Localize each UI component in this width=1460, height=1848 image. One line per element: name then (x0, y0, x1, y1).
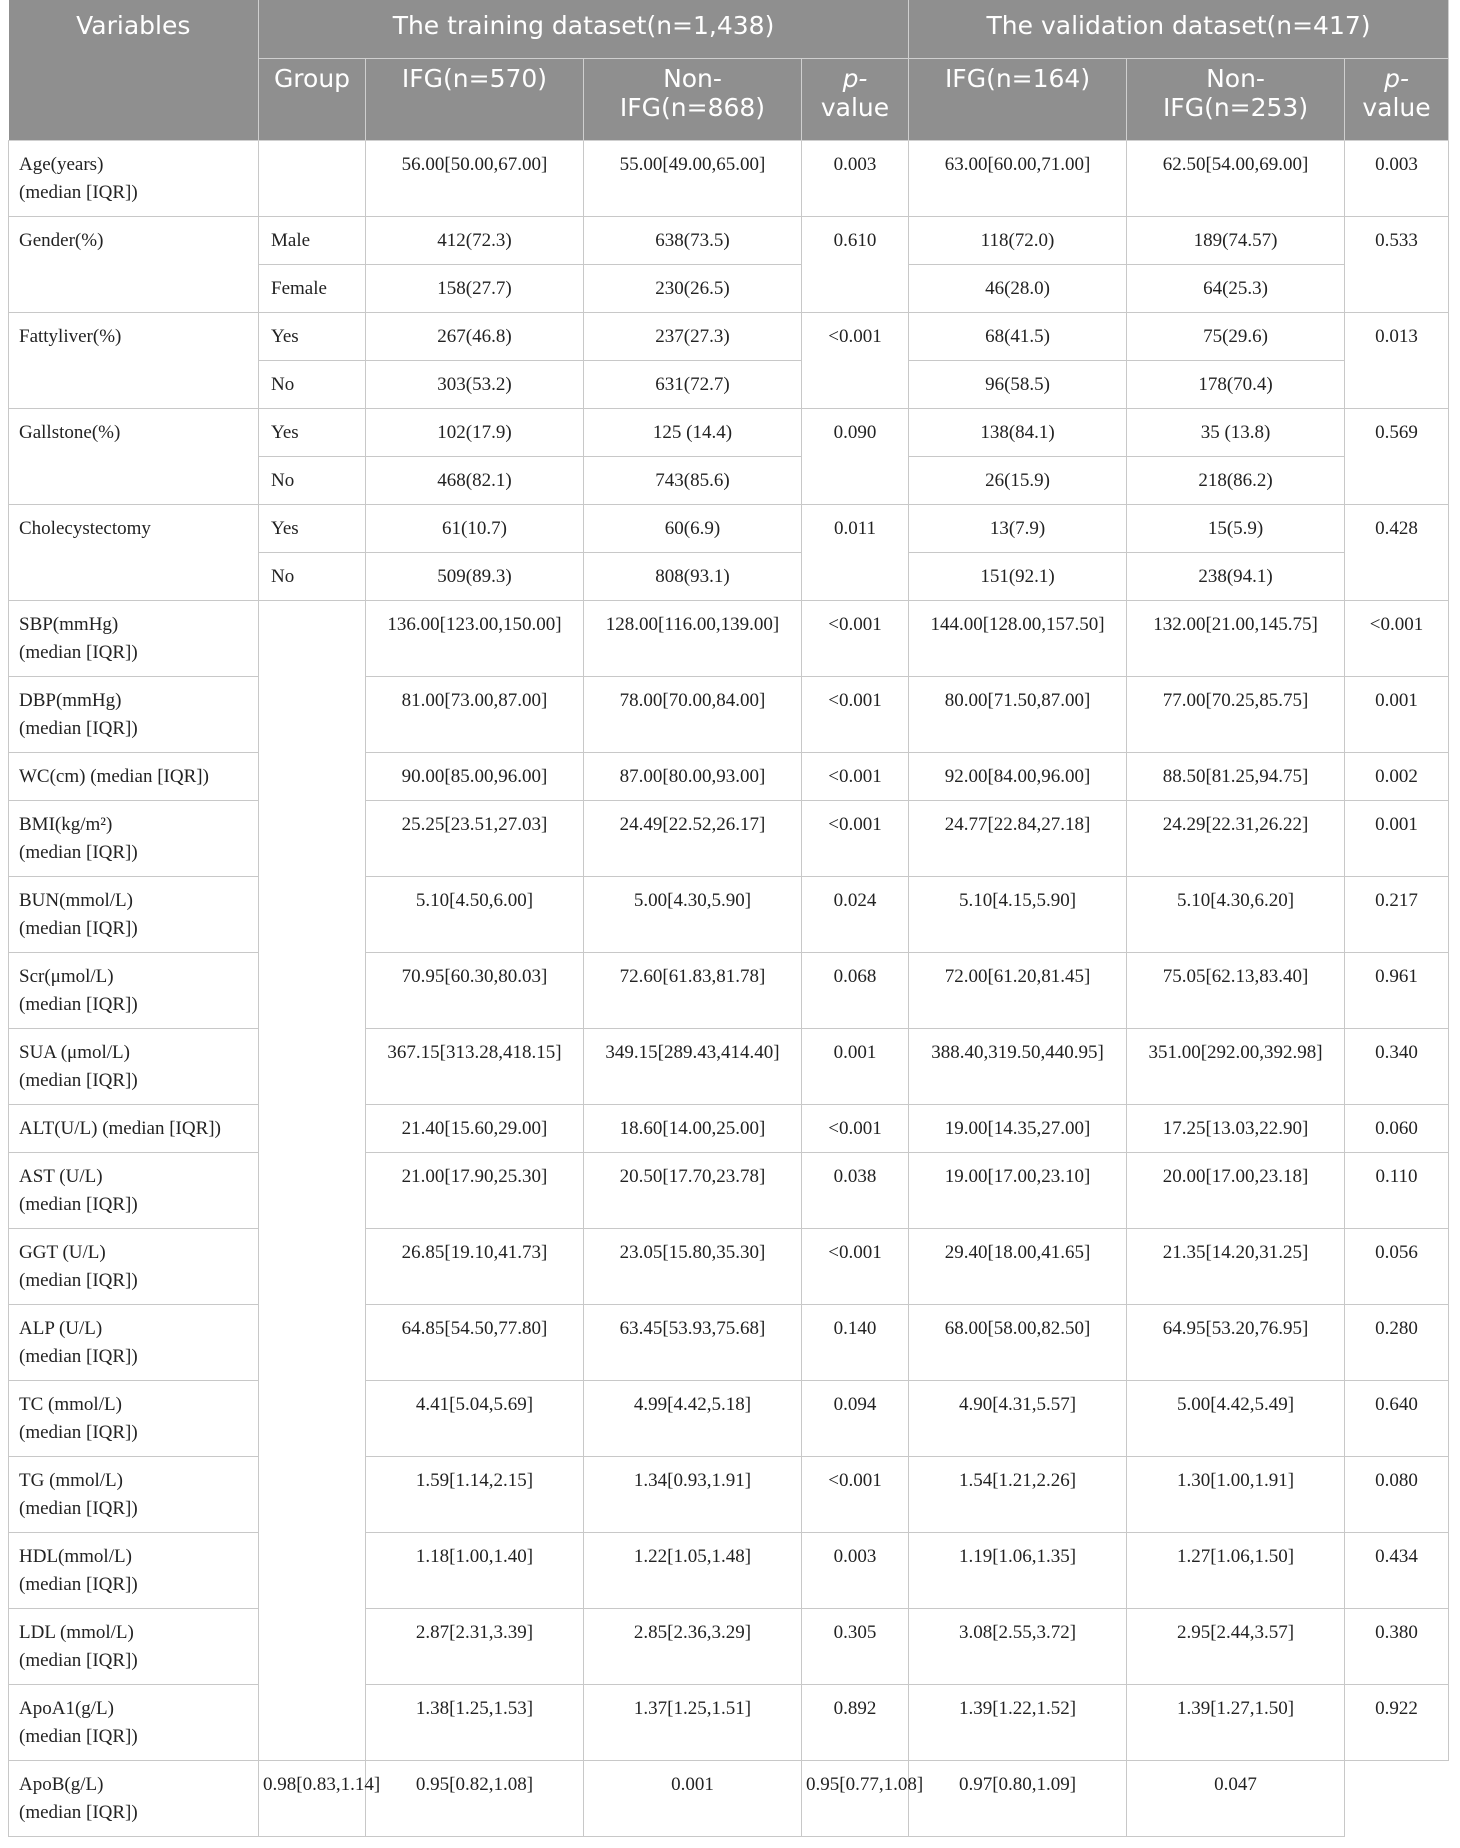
val-nonifg-cell: 238(94.1) (1127, 552, 1345, 600)
train-ifg-cell: 26.85[19.10,41.73] (366, 1228, 584, 1304)
train-pvalue-cell: <0.001 (802, 800, 909, 876)
val-ifg-cell: 151(92.1) (909, 552, 1127, 600)
val-nonifg-cell: 88.50[81.25,94.75] (1127, 752, 1345, 800)
train-pvalue-cell: 0.090 (802, 408, 909, 504)
row-label: TG (mmol/L) (median [IQR]) (9, 1456, 259, 1532)
val-nonifg-cell: 132.00[21.00,145.75] (1127, 600, 1345, 676)
header-val-ifg: IFG(n=164) (909, 58, 1127, 140)
train-nonifg-cell: 349.15[289.43,414.40] (584, 1028, 802, 1104)
val-nonifg-cell: 20.00[17.00,23.18] (1127, 1152, 1345, 1228)
row-label (9, 360, 259, 408)
table-row-hdl (9, 1532, 1449, 1608)
row-label: SBP(mmHg) (median [IQR]) (9, 600, 259, 676)
train-ifg-cell: 0.98[0.83,1.14] (259, 1760, 366, 1836)
val-nonifg-cell: 21.35[14.20,31.25] (1127, 1228, 1345, 1304)
row-label: ALT(U/L) (median [IQR]) (9, 1104, 259, 1152)
train-ifg-cell: 267(46.8) (366, 312, 584, 360)
train-ifg-cell: 1.38[1.25,1.53] (366, 1684, 584, 1760)
train-nonifg-cell: 237(27.3) (584, 312, 802, 360)
table-row-bmi (9, 800, 1449, 876)
val-pvalue-cell: 0.001 (1345, 676, 1449, 752)
row-label: GGT (U/L) (median [IQR]) (9, 1228, 259, 1304)
table-row-cholecystectomy-yes (9, 504, 1449, 552)
val-pvalue-cell: 0.569 (1345, 408, 1449, 504)
table-row-dbp (9, 676, 1449, 752)
table-row-alp (9, 1304, 1449, 1380)
train-ifg-cell: 25.25[23.51,27.03] (366, 800, 584, 876)
val-ifg-cell: 3.08[2.55,3.72] (909, 1608, 1127, 1684)
train-pvalue-cell: <0.001 (802, 312, 909, 408)
train-ifg-cell: 158(27.7) (366, 264, 584, 312)
train-pvalue-cell: <0.001 (802, 1104, 909, 1152)
train-nonifg-cell: 60(6.9) (584, 504, 802, 552)
baseline-characteristics-table (8, 0, 1449, 1837)
train-nonifg-cell: 0.95[0.82,1.08] (366, 1760, 584, 1836)
train-pvalue-cell: 0.094 (802, 1380, 909, 1456)
val-pvalue-cell: 0.056 (1345, 1228, 1449, 1304)
train-nonifg-cell: 1.34[0.93,1.91] (584, 1456, 802, 1532)
group-cell: Female (259, 264, 366, 312)
val-nonifg-cell: 77.00[70.25,85.75] (1127, 676, 1345, 752)
val-nonifg-cell: 1.27[1.06,1.50] (1127, 1532, 1345, 1608)
train-pvalue-cell: 0.001 (584, 1760, 802, 1836)
val-nonifg-cell: 64.95[53.20,76.95] (1127, 1304, 1345, 1380)
train-pvalue-cell: <0.001 (802, 676, 909, 752)
train-nonifg-cell: 128.00[116.00,139.00] (584, 600, 802, 676)
val-ifg-cell: 19.00[14.35,27.00] (909, 1104, 1127, 1152)
table-row-gallstone-yes (9, 408, 1449, 456)
train-pvalue-cell: 0.068 (802, 952, 909, 1028)
row-label: Scr(μmol/L) (median [IQR]) (9, 952, 259, 1028)
val-ifg-cell: 92.00[84.00,96.00] (909, 752, 1127, 800)
table-row-cholecystectomy-no (9, 552, 1449, 600)
val-nonifg-cell: 1.39[1.27,1.50] (1127, 1684, 1345, 1760)
train-ifg-cell: 21.40[15.60,29.00] (366, 1104, 584, 1152)
train-nonifg-cell: 2.85[2.36,3.29] (584, 1608, 802, 1684)
train-ifg-cell: 56.00[50.00,67.00] (366, 140, 584, 216)
train-nonifg-cell: 72.60[61.83,81.78] (584, 952, 802, 1028)
train-pvalue-cell: 0.024 (802, 876, 909, 952)
val-nonifg-cell: 5.00[4.42,5.49] (1127, 1380, 1345, 1456)
train-nonifg-cell: 87.00[80.00,93.00] (584, 752, 802, 800)
row-label: AST (U/L) (median [IQR]) (9, 1152, 259, 1228)
train-pvalue-cell: <0.001 (802, 600, 909, 676)
val-pvalue-cell: 0.110 (1345, 1152, 1449, 1228)
val-pvalue-cell: 0.047 (1127, 1760, 1345, 1836)
row-label: ALP (U/L) (median [IQR]) (9, 1304, 259, 1380)
train-pvalue-cell: 0.001 (802, 1028, 909, 1104)
group-cell: No (259, 456, 366, 504)
header-validation-dataset: The validation dataset(n=417) (909, 0, 1449, 58)
row-label: Fattyliver(%) (9, 312, 259, 360)
val-nonifg-cell: 1.30[1.00,1.91] (1127, 1456, 1345, 1532)
group-cell (259, 140, 366, 216)
train-nonifg-cell: 55.00[49.00,65.00] (584, 140, 802, 216)
val-nonifg-cell: 24.29[22.31,26.22] (1127, 800, 1345, 876)
train-pvalue-cell: 0.610 (802, 216, 909, 312)
header-val-nonifg: Non- IFG(n=253) (1127, 58, 1345, 140)
train-ifg-cell: 21.00[17.90,25.30] (366, 1152, 584, 1228)
row-label (9, 264, 259, 312)
val-pvalue-cell: 0.428 (1345, 504, 1449, 600)
table-row-ldl (9, 1608, 1449, 1684)
train-ifg-cell: 81.00[73.00,87.00] (366, 676, 584, 752)
val-pvalue-cell: <0.001 (1345, 600, 1449, 676)
row-label (9, 456, 259, 504)
train-ifg-cell: 70.95[60.30,80.03] (366, 952, 584, 1028)
train-nonifg-cell: 4.99[4.42,5.18] (584, 1380, 802, 1456)
val-ifg-cell: 118(72.0) (909, 216, 1127, 264)
group-cell: Male (259, 216, 366, 264)
train-ifg-cell: 90.00[85.00,96.00] (366, 752, 584, 800)
table-row-fattyliver-no (9, 360, 1449, 408)
train-nonifg-cell: 5.00[4.30,5.90] (584, 876, 802, 952)
val-nonifg-cell: 64(25.3) (1127, 264, 1345, 312)
val-ifg-cell: 96(58.5) (909, 360, 1127, 408)
group-cell-empty (259, 600, 366, 1760)
val-ifg-cell: 29.40[18.00,41.65] (909, 1228, 1127, 1304)
train-pvalue-cell: 0.003 (802, 1532, 909, 1608)
header-training-dataset: The training dataset(n=1,438) (259, 0, 909, 58)
train-pvalue-cell: 0.003 (802, 140, 909, 216)
table-row-age (9, 140, 1449, 216)
header-group: Group (259, 58, 366, 140)
table-row-gender-male (9, 216, 1449, 264)
val-nonifg-cell: 218(86.2) (1127, 456, 1345, 504)
train-ifg-cell: 4.41[5.04,5.69] (366, 1380, 584, 1456)
row-label: ApoA1(g/L) (median [IQR]) (9, 1684, 259, 1760)
train-pvalue-cell: 0.140 (802, 1304, 909, 1380)
train-nonifg-cell: 23.05[15.80,35.30] (584, 1228, 802, 1304)
train-ifg-cell: 61(10.7) (366, 504, 584, 552)
header-variables: Variables (9, 0, 259, 140)
train-pvalue-cell: 0.305 (802, 1608, 909, 1684)
train-nonifg-cell: 1.22[1.05,1.48] (584, 1532, 802, 1608)
train-nonifg-cell: 20.50[17.70,23.78] (584, 1152, 802, 1228)
train-nonifg-cell: 125 (14.4) (584, 408, 802, 456)
table-row-sbp (9, 600, 1449, 676)
val-ifg-cell: 4.90[4.31,5.57] (909, 1380, 1127, 1456)
row-label: DBP(mmHg) (median [IQR]) (9, 676, 259, 752)
row-label: Gallstone(%) (9, 408, 259, 456)
train-ifg-cell: 5.10[4.50,6.00] (366, 876, 584, 952)
val-nonifg-cell: 15(5.9) (1127, 504, 1345, 552)
val-nonifg-cell: 178(70.4) (1127, 360, 1345, 408)
val-pvalue-cell: 0.001 (1345, 800, 1449, 876)
row-label: BMI(kg/m²) (median [IQR]) (9, 800, 259, 876)
val-pvalue-cell: 0.340 (1345, 1028, 1449, 1104)
table-row-tg (9, 1456, 1449, 1532)
train-pvalue-cell: <0.001 (802, 1456, 909, 1532)
row-label: TC (mmol/L) (median [IQR]) (9, 1380, 259, 1456)
table-row-ggt (9, 1228, 1449, 1304)
train-ifg-cell: 136.00[123.00,150.00] (366, 600, 584, 676)
val-nonifg-cell: 0.97[0.80,1.09] (909, 1760, 1127, 1836)
train-ifg-cell: 1.18[1.00,1.40] (366, 1532, 584, 1608)
table-row-apob (9, 1760, 1449, 1836)
val-pvalue-cell: 0.217 (1345, 876, 1449, 952)
train-nonifg-cell: 18.60[14.00,25.00] (584, 1104, 802, 1152)
val-ifg-cell: 72.00[61.20,81.45] (909, 952, 1127, 1028)
row-label: Cholecystectomy (9, 504, 259, 552)
table-row-sua (9, 1028, 1449, 1104)
val-ifg-cell: 68(41.5) (909, 312, 1127, 360)
val-pvalue-cell: 0.013 (1345, 312, 1449, 408)
train-ifg-cell: 468(82.1) (366, 456, 584, 504)
val-ifg-cell: 68.00[58.00,82.50] (909, 1304, 1127, 1380)
val-ifg-cell: 388.40,319.50,440.95] (909, 1028, 1127, 1104)
val-pvalue-cell: 0.434 (1345, 1532, 1449, 1608)
val-pvalue-cell: 0.003 (1345, 140, 1449, 216)
train-ifg-cell: 509(89.3) (366, 552, 584, 600)
train-nonifg-cell: 78.00[70.00,84.00] (584, 676, 802, 752)
table-row-gender-female (9, 264, 1449, 312)
val-ifg-cell: 144.00[128.00,157.50] (909, 600, 1127, 676)
train-pvalue-cell: <0.001 (802, 752, 909, 800)
val-ifg-cell: 5.10[4.15,5.90] (909, 876, 1127, 952)
train-nonifg-cell: 638(73.5) (584, 216, 802, 264)
val-nonifg-cell: 2.95[2.44,3.57] (1127, 1608, 1345, 1684)
table-row-apoa1 (9, 1684, 1449, 1760)
group-cell: Yes (259, 312, 366, 360)
row-label: Age(years) (median [IQR]) (9, 140, 259, 216)
row-label: LDL (mmol/L) (median [IQR]) (9, 1608, 259, 1684)
table-header (9, 0, 1449, 140)
train-nonifg-cell: 808(93.1) (584, 552, 802, 600)
val-ifg-cell: 13(7.9) (909, 504, 1127, 552)
table-row-bun (9, 876, 1449, 952)
val-pvalue-cell: 0.533 (1345, 216, 1449, 312)
val-ifg-cell: 1.19[1.06,1.35] (909, 1532, 1127, 1608)
val-nonifg-cell: 351.00[292.00,392.98] (1127, 1028, 1345, 1104)
train-ifg-cell: 1.59[1.14,2.15] (366, 1456, 584, 1532)
val-ifg-cell: 1.39[1.22,1.52] (909, 1684, 1127, 1760)
header-train-nonifg: Non- IFG(n=868) (584, 58, 802, 140)
train-nonifg-cell: 743(85.6) (584, 456, 802, 504)
row-label: ApoB(g/L) (median [IQR]) (9, 1760, 259, 1836)
val-pvalue-cell: 0.060 (1345, 1104, 1449, 1152)
table-body (9, 140, 1449, 1836)
table-row-alt (9, 1104, 1449, 1152)
train-pvalue-cell: 0.892 (802, 1684, 909, 1760)
train-nonifg-cell: 1.37[1.25,1.51] (584, 1684, 802, 1760)
group-cell: Yes (259, 504, 366, 552)
val-ifg-cell: 24.77[22.84,27.18] (909, 800, 1127, 876)
table-row-gallstone-no (9, 456, 1449, 504)
row-label: WC(cm) (median [IQR]) (9, 752, 259, 800)
header-train-ifg: IFG(n=570) (366, 58, 584, 140)
train-nonifg-cell: 230(26.5) (584, 264, 802, 312)
train-ifg-cell: 303(53.2) (366, 360, 584, 408)
train-pvalue-cell: 0.011 (802, 504, 909, 600)
row-label: SUA (μmol/L) (median [IQR]) (9, 1028, 259, 1104)
table-row-fattyliver-yes (9, 312, 1449, 360)
val-ifg-cell: 1.54[1.21,2.26] (909, 1456, 1127, 1532)
train-ifg-cell: 2.87[2.31,3.39] (366, 1608, 584, 1684)
val-nonifg-cell: 17.25[13.03,22.90] (1127, 1104, 1345, 1152)
header-val-pvalue: p- value (1345, 58, 1449, 140)
val-nonifg-cell: 189(74.57) (1127, 216, 1345, 264)
train-ifg-cell: 64.85[54.50,77.80] (366, 1304, 584, 1380)
train-pvalue-cell: 0.038 (802, 1152, 909, 1228)
row-label: Gender(%) (9, 216, 259, 264)
val-nonifg-cell: 35 (13.8) (1127, 408, 1345, 456)
val-pvalue-cell: 0.961 (1345, 952, 1449, 1028)
train-nonifg-cell: 631(72.7) (584, 360, 802, 408)
val-ifg-cell: 138(84.1) (909, 408, 1127, 456)
val-nonifg-cell: 75(29.6) (1127, 312, 1345, 360)
val-pvalue-cell: 0.640 (1345, 1380, 1449, 1456)
train-nonifg-cell: 63.45[53.93,75.68] (584, 1304, 802, 1380)
val-nonifg-cell: 75.05[62.13,83.40] (1127, 952, 1345, 1028)
row-label: HDL(mmol/L) (median [IQR]) (9, 1532, 259, 1608)
train-ifg-cell: 367.15[313.28,418.15] (366, 1028, 584, 1104)
val-pvalue-cell: 0.002 (1345, 752, 1449, 800)
val-ifg-cell: 26(15.9) (909, 456, 1127, 504)
train-nonifg-cell: 24.49[22.52,26.17] (584, 800, 802, 876)
row-label: BUN(mmol/L) (median [IQR]) (9, 876, 259, 952)
val-ifg-cell: 19.00[17.00,23.10] (909, 1152, 1127, 1228)
table-row-scr (9, 952, 1449, 1028)
table-row-ast (9, 1152, 1449, 1228)
val-ifg-cell: 46(28.0) (909, 264, 1127, 312)
group-cell: Yes (259, 408, 366, 456)
group-cell: No (259, 360, 366, 408)
group-cell: No (259, 552, 366, 600)
val-pvalue-cell: 0.280 (1345, 1304, 1449, 1380)
table-row-wc (9, 752, 1449, 800)
train-ifg-cell: 412(72.3) (366, 216, 584, 264)
val-nonifg-cell: 62.50[54.00,69.00] (1127, 140, 1345, 216)
header-train-pvalue: p- value (802, 58, 909, 140)
train-ifg-cell: 102(17.9) (366, 408, 584, 456)
val-ifg-cell: 63.00[60.00,71.00] (909, 140, 1127, 216)
val-pvalue-cell: 0.080 (1345, 1456, 1449, 1532)
table-row-tc (9, 1380, 1449, 1456)
val-ifg-cell: 80.00[71.50,87.00] (909, 676, 1127, 752)
val-ifg-cell: 0.95[0.77,1.08] (802, 1760, 909, 1836)
val-nonifg-cell: 5.10[4.30,6.20] (1127, 876, 1345, 952)
val-pvalue-cell: 0.380 (1345, 1608, 1449, 1684)
val-pvalue-cell: 0.922 (1345, 1684, 1449, 1760)
train-pvalue-cell: <0.001 (802, 1228, 909, 1304)
row-label (9, 552, 259, 600)
